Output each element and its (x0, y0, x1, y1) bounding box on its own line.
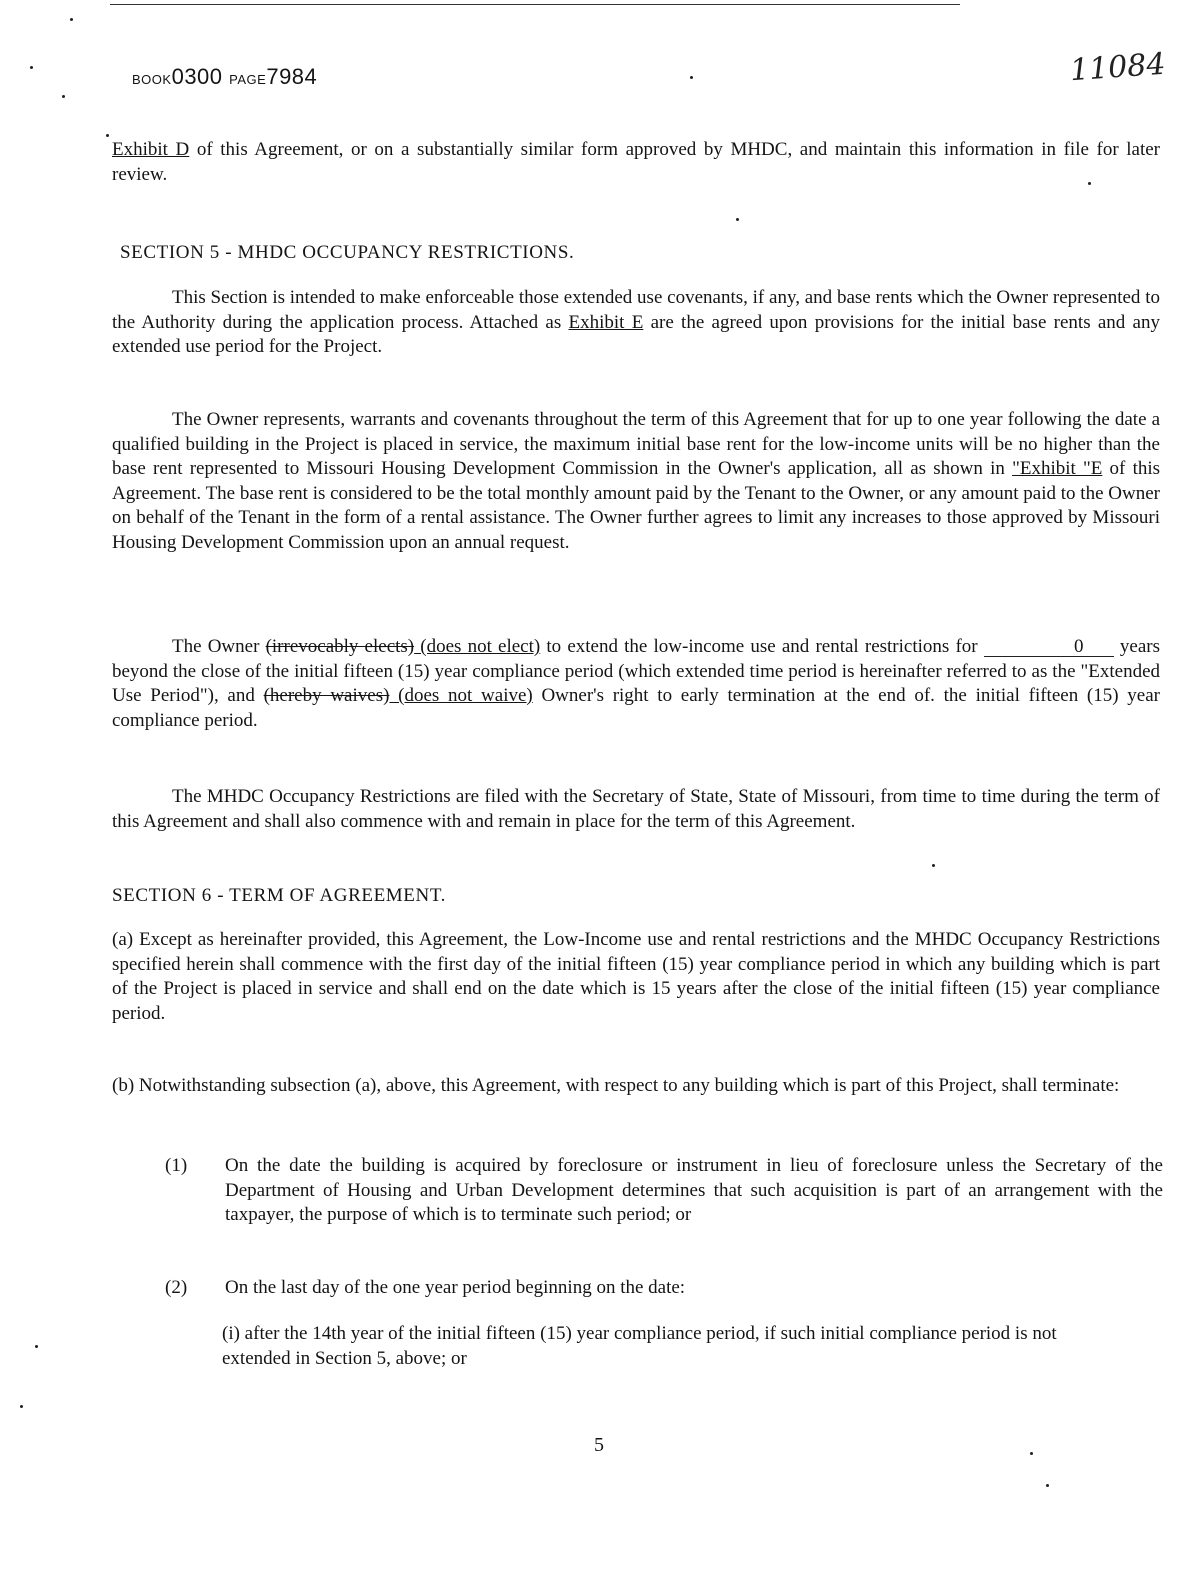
item-1-number: (1) (165, 1155, 188, 1176)
page-number: 5 (594, 1434, 604, 1456)
scan-speck (1046, 1484, 1049, 1487)
section-5-paragraph-4: The MHDC Occupancy Restrictions are filed with the Secretary of State, State of Missouri, from time to time during the term of this Agreement and shall also commence with and remain in place for the term of this Agreement. (112, 786, 1160, 832)
section-6-paragraph-b: (b) Notwithstanding subsection (a), above, this Agreement, with respect to any building which is part of this Project, shall terminate: (112, 1075, 1120, 1096)
s5p3-text-c: years beyond the close of the initial fifteen (15) year compliance period (which extended time period is hereinafter referred to as the "Extended Use Period"), and (112, 636, 1161, 706)
scan-speck (736, 218, 739, 221)
s5p1-text-b: are the agreed upon provisions for the initial base rents and any extended use period for the Project. (112, 311, 1160, 357)
scan-speck (62, 95, 65, 98)
item-2-text: On the last day of the one year period beginning on the date: (225, 1277, 686, 1298)
s5p2-text-a: The Owner represents, warrants and covenants throughout the term of this Agreement that for up to one year following the date a qualified building in the Project is placed in service, the maximum initial base rent for the low-income units will be no higher than the base rent represented to Missouri Housing Development Commission in the Owner's application, all as shown in (112, 409, 1160, 479)
scan-speck (35, 1345, 38, 1348)
item-1-text: On the date the building is acquired by foreclosure or instrument in lieu of foreclosure unless the Secretary of the Department of Housing and Urban Development determines that such acquisition is part of an arrangement with the taxpayer, the purpose of which is to terminate such period; or (225, 1155, 1163, 1225)
scan-speck (70, 18, 73, 21)
scan-speck (1030, 1452, 1033, 1455)
scan-speck (106, 134, 109, 137)
item-2-subitem-i: (i) after the 14th year of the initial fifteen (15) year compliance period, if such initial compliance period is not extended in Section 5, above; or (222, 1323, 1057, 1369)
scan-speck (30, 66, 33, 69)
stamp-page-number: 7984 (266, 64, 318, 89)
struck-elects: (irrevocably elects) (265, 636, 415, 657)
s5p3-text-a: The Owner (172, 636, 266, 657)
section-5-paragraph-3 (112, 635, 1160, 733)
section-5-paragraph-1 (112, 286, 1160, 360)
scan-speck (1088, 182, 1091, 185)
section-5-paragraph-2 (112, 408, 1160, 555)
book-page-stamp (132, 64, 317, 90)
scan-speck (20, 1405, 23, 1408)
section-6-heading: SECTION 6 - TERM OF AGREEMENT. (112, 885, 446, 906)
s5p3-text-b: to extend the low-income use and rental restrictions for (540, 636, 984, 657)
exhibit-e-ref: Exhibit E (568, 311, 644, 333)
choice-does-not-elect: (does not elect) (414, 636, 541, 657)
exhibit-d-ref: Exhibit D (112, 139, 190, 160)
choice-does-not-waive: (does not waive) (389, 685, 533, 706)
section-5-heading: SECTION 5 - MHDC OCCUPANCY RESTRICTIONS. (120, 242, 575, 263)
exhibit-e-ref-2: "Exhibit "E (1012, 458, 1103, 479)
top-edge-line (110, 4, 960, 5)
scan-speck (932, 864, 935, 867)
s5p2-text-b: of this Agreement. The base rent is considered to be the total monthly amount paid by the Tenant to the Owner, or any amount paid to the Owner on behalf of the Tenant in the form of a rental assistance. The Owner further agrees to limit any increases to those approved by Missouri Housing Development Commission upon an annual request. (112, 458, 1161, 553)
s5p3-text-d: Owner's right to early termination at the end of. the initial fifteen (15) year compliance period. (112, 685, 1160, 731)
book-label: BOOK (132, 72, 172, 87)
struck-waives: (hereby waives) (263, 685, 390, 706)
item-2-number: (2) (165, 1277, 188, 1298)
continuation-text: of this Agreement, or on a substantially similar form approved by MHDC, and maintain this information in file for later review. (112, 139, 1161, 185)
continuation-paragraph (112, 138, 1160, 187)
section-6-paragraph-a: (a) Except as hereinafter provided, this Agreement, the Low-Income use and rental restrictions and the MHDC Occupancy Restrictions specified herein shall commence with the first day of the initial fifteen (15) year compliance period in which any building which is part of the Project is placed in service and shall end on the date which is 15 years after the close of the initial fifteen (15) year compliance period. (112, 929, 1160, 1024)
book-number: 0300 (171, 64, 223, 89)
page-label: PAGE (229, 72, 267, 87)
handwritten-number: 11084 (1068, 46, 1167, 89)
s5p1-text-a: This Section is intended to make enforceable those extended use covenants, if any, and base rents which the Owner represented to the Authority during the application process. Attached as (112, 287, 1160, 333)
years-blank: 0 (984, 638, 1114, 657)
scan-speck (690, 76, 693, 79)
